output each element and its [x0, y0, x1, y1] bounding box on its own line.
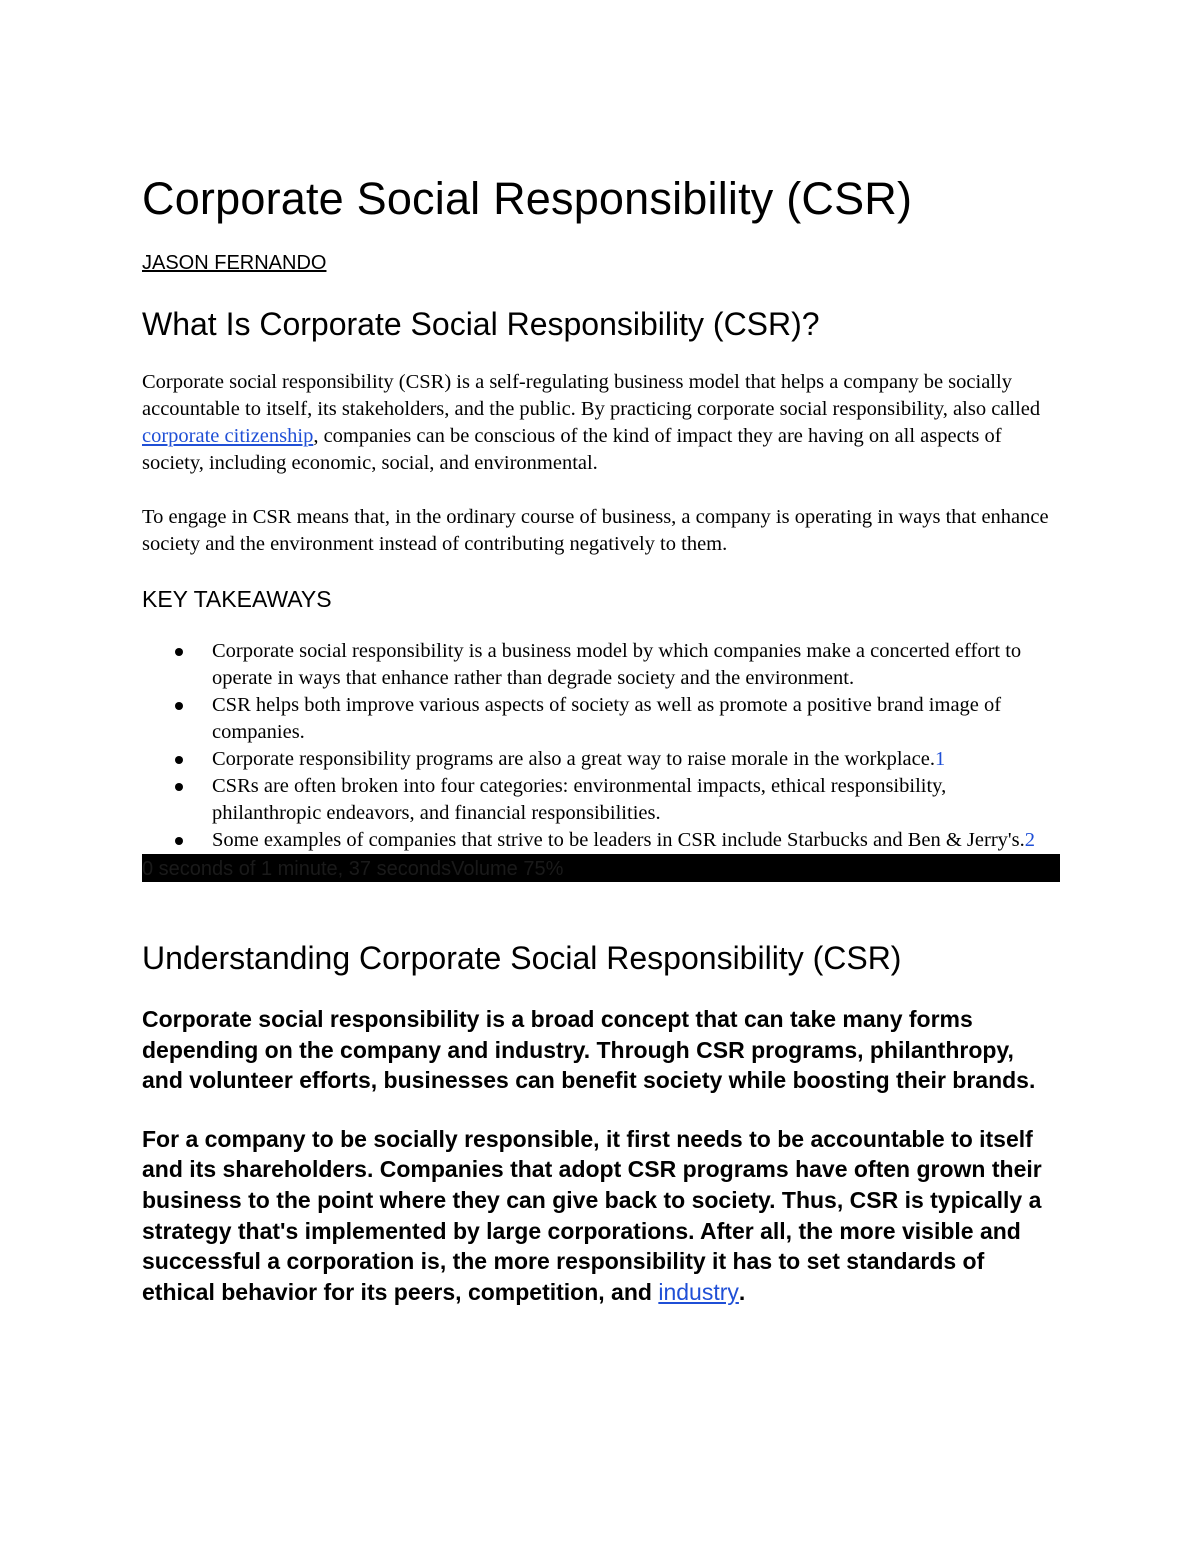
list-item-text: CSRs are often broken into four categories: environmental impacts, ethical responsibility, philanthropic endeavors, and financial responsibilities. — [212, 775, 947, 824]
video-player-bar[interactable] — [142, 854, 1060, 882]
footnote-link[interactable]: 1 — [934, 748, 946, 770]
bullet-icon — [175, 756, 183, 764]
list-item — [212, 827, 1060, 854]
accountability-text-before-link: For a company to be socially responsible, it first needs to be accountable to itself and its shareholders. Companies that adopt CSR programs have often grown their business to the point where they can give back to society. Thus, CSR is typically a strategy that's implemented by large corporations. After all, the more visible and successful a corporation is, the more responsibility it has to set standards of ethical behavior for its peers, competition, and — [142, 1125, 1042, 1305]
engage-paragraph: To engage in CSR means that, in the ordinary course of business, a company is operating in ways that enhance society and the environment instead of contributing negatively to them. — [142, 506, 1049, 555]
key-takeaways-list — [142, 638, 1060, 854]
page-title: Corporate Social Responsibility (CSR) — [142, 173, 913, 224]
corporate-citizenship-link[interactable]: corporate citizenship — [142, 425, 314, 447]
list-item — [212, 746, 1060, 773]
footnote-link[interactable]: 2 — [1024, 829, 1035, 851]
bullet-icon — [175, 648, 183, 656]
industry-link[interactable]: industry — [658, 1278, 739, 1305]
intro-text-before-link: Corporate social responsibility (CSR) is a self-regulating business model that helps a company be socially accountable to itself, its stakeholders, and the public. By practicing corporate social responsibility, also called — [142, 371, 1041, 420]
intro-text-after-link: , companies can be conscious of the kind of impact they are having on all aspects of society, including economic, social, and environmental. — [142, 425, 1002, 474]
accountability-paragraph — [142, 1124, 1060, 1308]
author-link[interactable]: JASON FERNANDO — [142, 252, 327, 274]
section-heading-understanding-csr: Understanding Corporate Social Responsibility (CSR) — [142, 940, 902, 976]
list-item-text: CSR helps both improve various aspects of society as well as promote a positive brand image of companies. — [212, 694, 1002, 743]
list-item — [212, 692, 1060, 746]
key-takeaways-heading: KEY TAKEAWAYS — [142, 586, 332, 612]
list-item-text: Corporate responsibility programs are also a great way to raise morale in the workplace. — [212, 748, 935, 770]
accountability-text-after-link: . — [738, 1278, 746, 1305]
list-item-text: Corporate social responsibility is a business model by which companies make a concerted effort to operate in ways that enhance rather than degrade society and the environment. — [212, 640, 1022, 689]
section-heading-what-is-csr: What Is Corporate Social Responsibility (CSR)? — [142, 306, 820, 342]
intro-paragraph — [142, 369, 1060, 477]
understanding-paragraph: Corporate social responsibility is a broad concept that can take many forms depending on the company and industry. Through CSR programs, philanthropy, and volunteer efforts, businesses can benefit society while boosting their brands. — [142, 1006, 1036, 1094]
document-page — [142, 168, 1060, 1307]
video-status-text: 0 seconds of 1 minute, 37 secondsVolume 75% — [142, 858, 564, 880]
bullet-icon — [175, 783, 183, 791]
bullet-icon — [175, 837, 183, 845]
list-item — [212, 638, 1060, 692]
list-item-text: Some examples of companies that strive to be leaders in CSR include Starbucks and Ben & Jerry's. — [212, 829, 1025, 851]
bullet-icon — [175, 702, 183, 710]
list-item — [212, 773, 1060, 827]
